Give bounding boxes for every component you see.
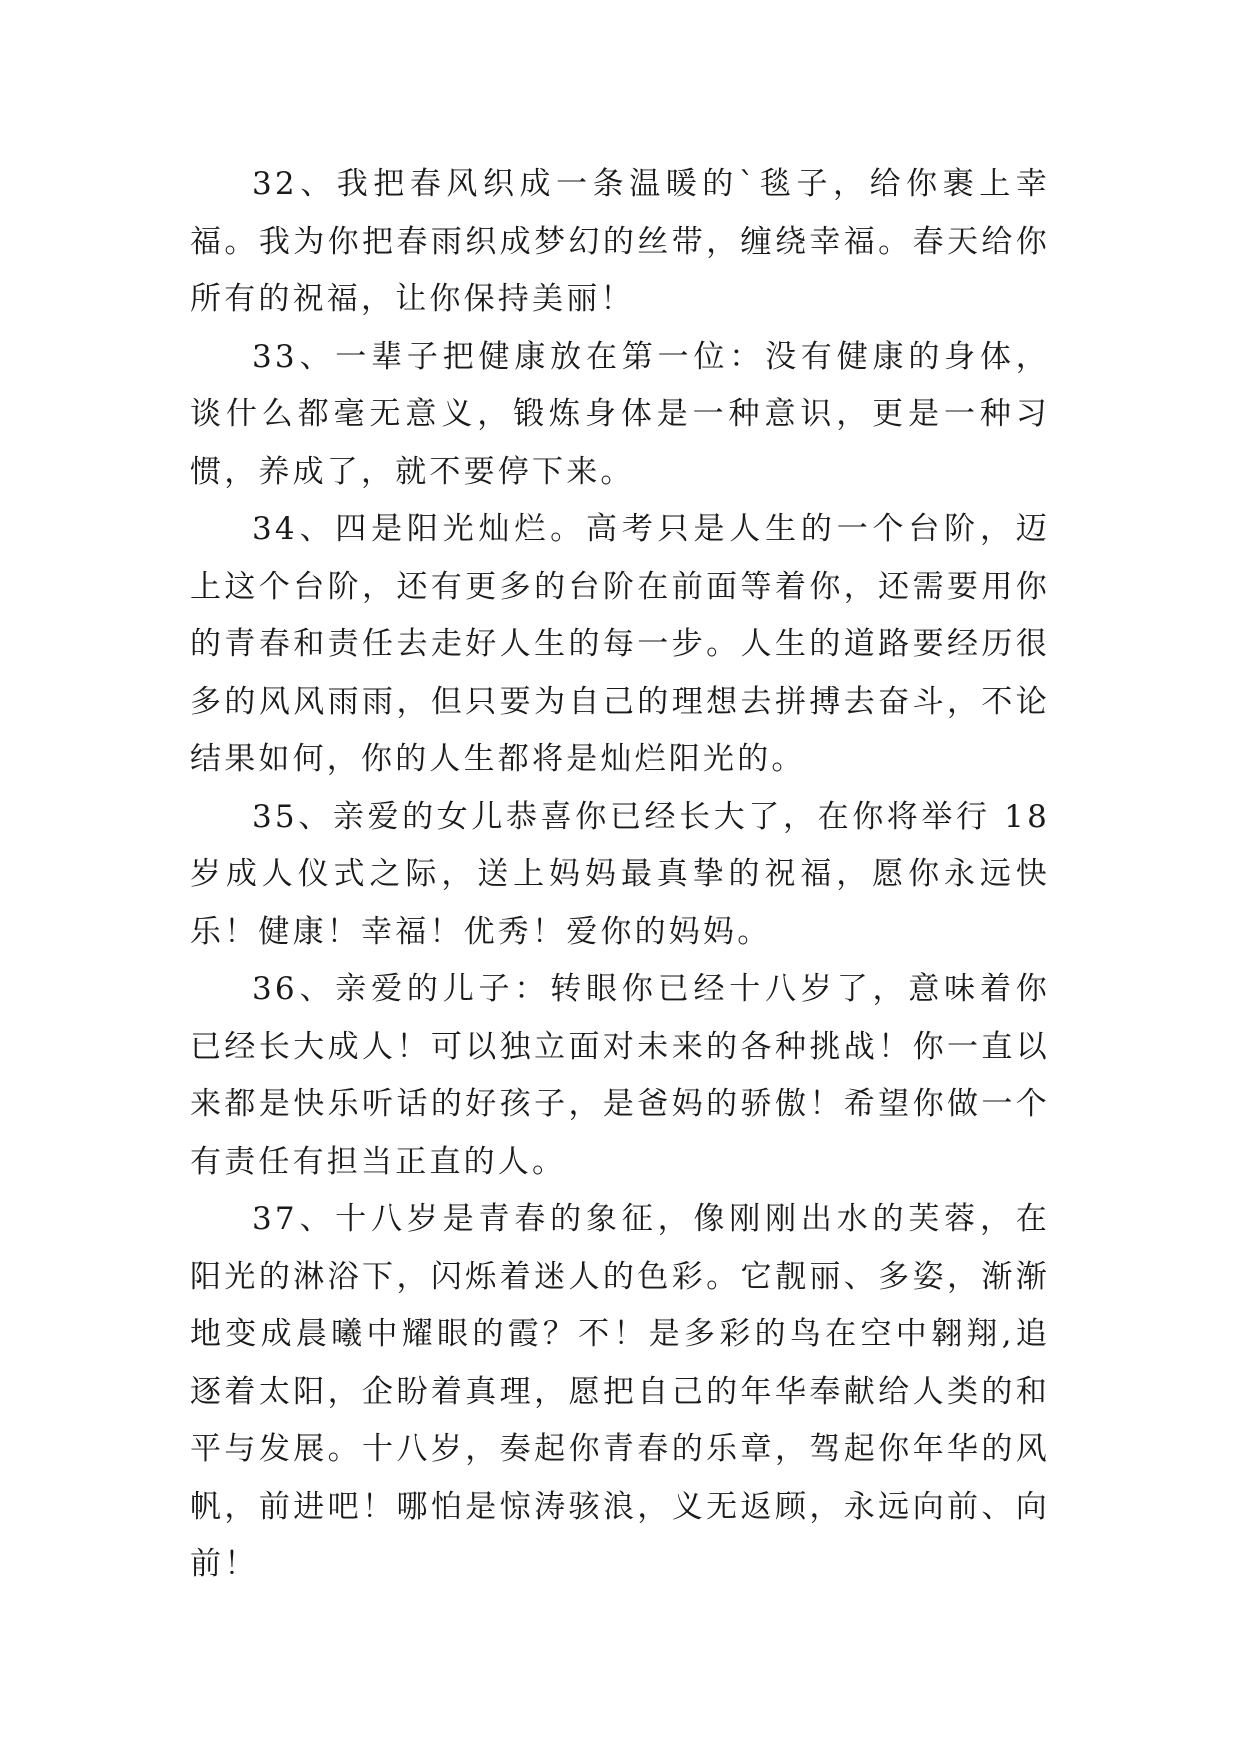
paragraph-37: 37、十八岁是青春的象征，像刚刚出水的芙蓉，在阳光的淋浴下，闪烁着迷人的色彩。它靓丽、多姿，渐渐地变成晨曦中耀眼的霞？不！是多彩的鸟在空中翱翔,追逐着太阳，企盼着真理，愿把自己的年华奉献给人类的和平与发展。十八岁，奏起你青春的乐章，驾起你年华的风帆，前进吧！哪怕是惊涛骇浪，义无返顾，永远向前、向前！ [190, 1201, 1050, 1582]
paragraph-34: 34、四是阳光灿烂。高考只是人生的一个台阶，迈上这个台阶，还有更多的台阶在前面等着你，还需要用你的青春和责任去走好人生的每一步。人生的道路要经历很多的风风雨雨，但只要为自己的理想去拼搏去奋斗，不论结果如何，你的人生都将是灿烂阳光的。 [190, 511, 1050, 777]
document-body [190, 156, 1050, 1594]
paragraph-33: 33、一辈子把健康放在第一位：没有健康的身体，谈什么都毫无意义，锻炼身体是一种意识，更是一种习惯，养成了，就不要停下来。 [190, 338, 1050, 490]
paragraph-35: 35、亲爱的女儿恭喜你已经长大了，在你将举行 18 岁成人仪式之际，送上妈妈最真挚的祝福，愿你永远快乐！健康！幸福！优秀！爱你的妈妈。 [190, 798, 1050, 950]
paragraph-32: 32、我把春风织成一条温暖的`毯子，给你裹上幸福。我为你把春雨织成梦幻的丝带，缠绕幸福。春天给你所有的祝福，让你保持美丽！ [190, 166, 1050, 317]
paragraph-36: 36、亲爱的儿子：转眼你已经十八岁了，意味着你已经长大成人！可以独立面对未来的各种挑战！你一直以来都是快乐听话的好孩子，是爸妈的骄傲！希望你做一个有责任有担当正直的人。 [190, 971, 1050, 1180]
